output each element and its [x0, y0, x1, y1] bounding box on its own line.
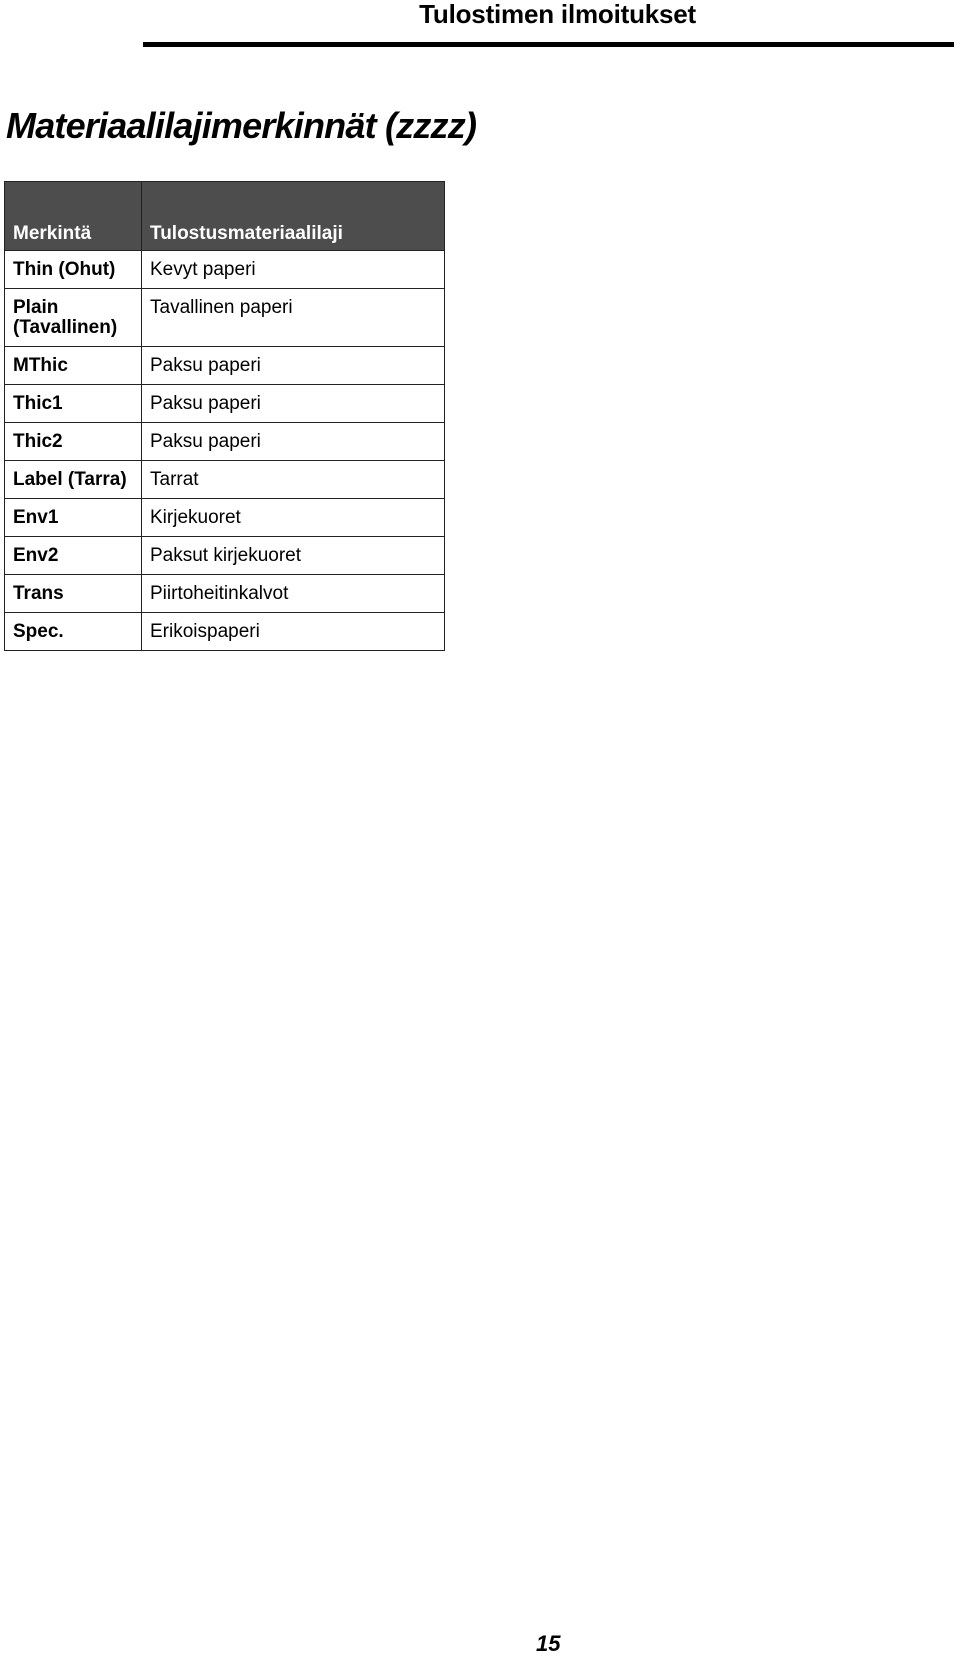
cell-code: Label (Tarra)	[5, 461, 142, 499]
column-header-media: Tulostusmateriaalilaji	[142, 182, 445, 251]
cell-code: MThic	[5, 347, 142, 385]
page-number: 15	[536, 1631, 561, 1656]
cell-media: Paksut kirjekuoret	[142, 537, 445, 575]
cell-media: Kirjekuoret	[142, 499, 445, 537]
cell-media: Paksu paperi	[142, 423, 445, 461]
cell-code: Trans	[5, 575, 142, 613]
table-row	[5, 289, 445, 347]
table-row	[5, 537, 445, 575]
cell-media: Erikoispaperi	[142, 613, 445, 651]
table-row	[5, 461, 445, 499]
cell-media: Tavallinen paperi	[142, 289, 445, 347]
table-row	[5, 499, 445, 537]
table-row	[5, 251, 445, 289]
cell-media: Piirtoheitinkalvot	[142, 575, 445, 613]
table-row	[5, 347, 445, 385]
cell-media: Paksu paperi	[142, 385, 445, 423]
cell-code: Env1	[5, 499, 142, 537]
column-header-code: Merkintä	[5, 182, 142, 251]
table-row	[5, 385, 445, 423]
cell-media: Kevyt paperi	[142, 251, 445, 289]
cell-code: Thin (Ohut)	[5, 251, 142, 289]
table-header-row	[5, 182, 445, 251]
table-row	[5, 423, 445, 461]
cell-media: Paksu paperi	[142, 347, 445, 385]
table-row	[5, 613, 445, 651]
cell-code: Plain (Tavallinen)	[5, 289, 142, 347]
running-header-title: Tulostimen ilmoitukset	[419, 0, 696, 29]
cell-code: Spec.	[5, 613, 142, 651]
media-type-table	[4, 181, 445, 651]
cell-media: Tarrat	[142, 461, 445, 499]
table-row	[5, 575, 445, 613]
header-rule	[143, 42, 954, 47]
cell-code: Thic1	[5, 385, 142, 423]
section-title: Materiaalilajimerkinnät (zzzz)	[6, 105, 477, 146]
cell-code: Thic2	[5, 423, 142, 461]
cell-code: Env2	[5, 537, 142, 575]
